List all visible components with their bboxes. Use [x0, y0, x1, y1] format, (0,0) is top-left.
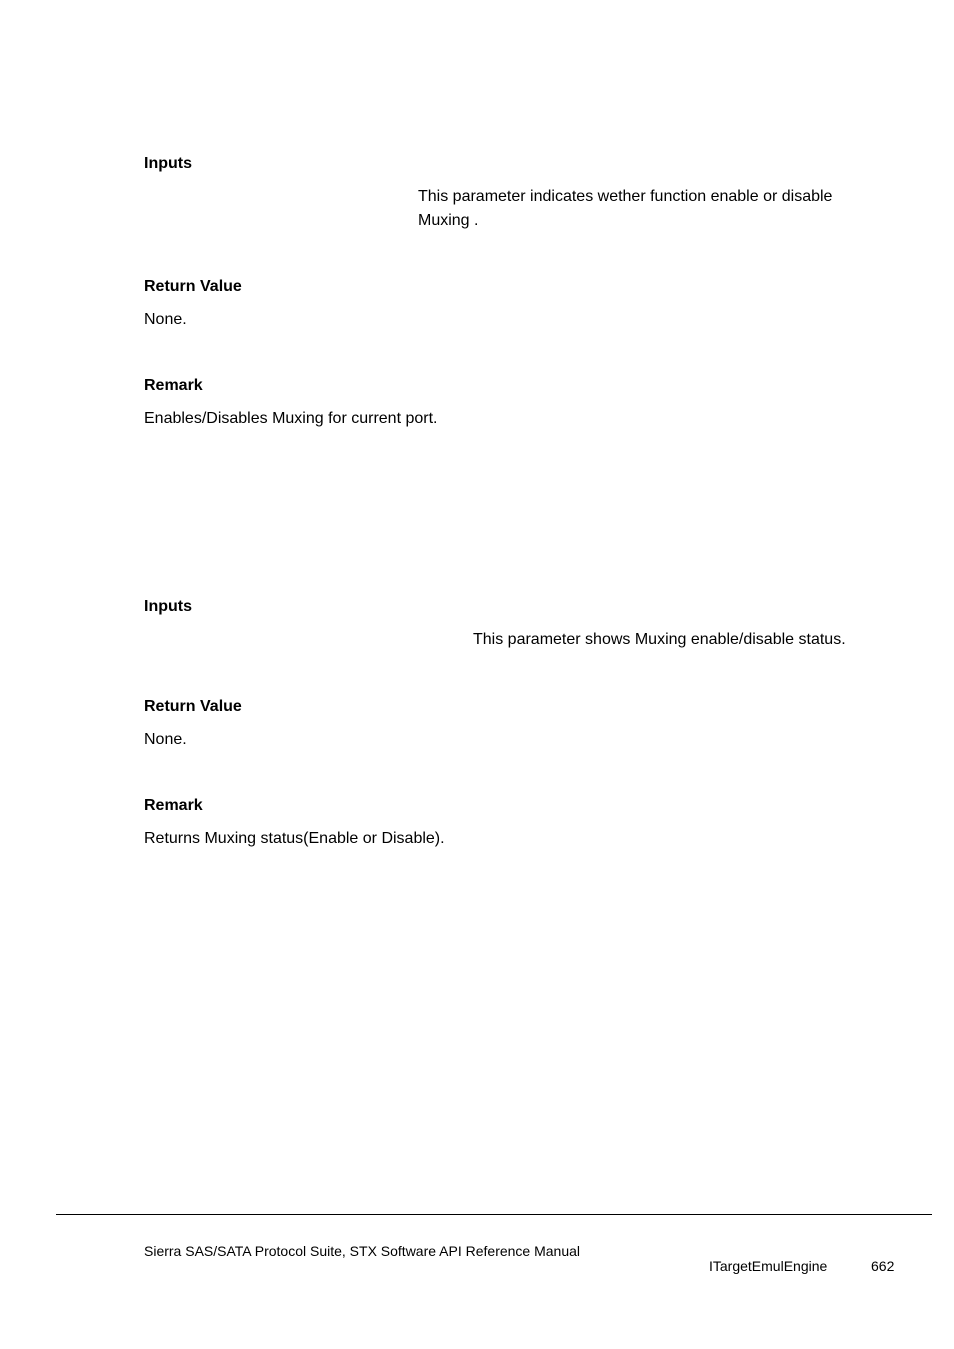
footer-page-number: 662 [871, 1258, 895, 1274]
remark-text: Enables/Disables Muxing for current port. [144, 410, 438, 427]
inputs-heading: Inputs [144, 155, 192, 172]
return-value-heading: Return Value [144, 698, 242, 715]
remark-text: Returns Muxing status(Enable or Disable). [144, 830, 445, 847]
return-value-heading: Return Value [144, 278, 242, 295]
return-value-text: None. [144, 311, 187, 328]
param-description: This parameter shows Muxing enable/disable status. [473, 631, 846, 648]
remark-heading: Remark [144, 797, 203, 814]
remark-heading: Remark [144, 377, 203, 394]
param-description-continued: Muxing . [418, 212, 479, 229]
param-description: This parameter indicates wether function enable or disable [418, 188, 833, 205]
return-value-text: None. [144, 731, 187, 748]
footer-manual-title: Sierra SAS/SATA Protocol Suite, STX Software API Reference Manual [144, 1243, 581, 1259]
footer-divider [56, 1214, 932, 1215]
inputs-heading: Inputs [144, 598, 192, 615]
footer-section-name: ITargetEmulEngine [709, 1258, 828, 1274]
